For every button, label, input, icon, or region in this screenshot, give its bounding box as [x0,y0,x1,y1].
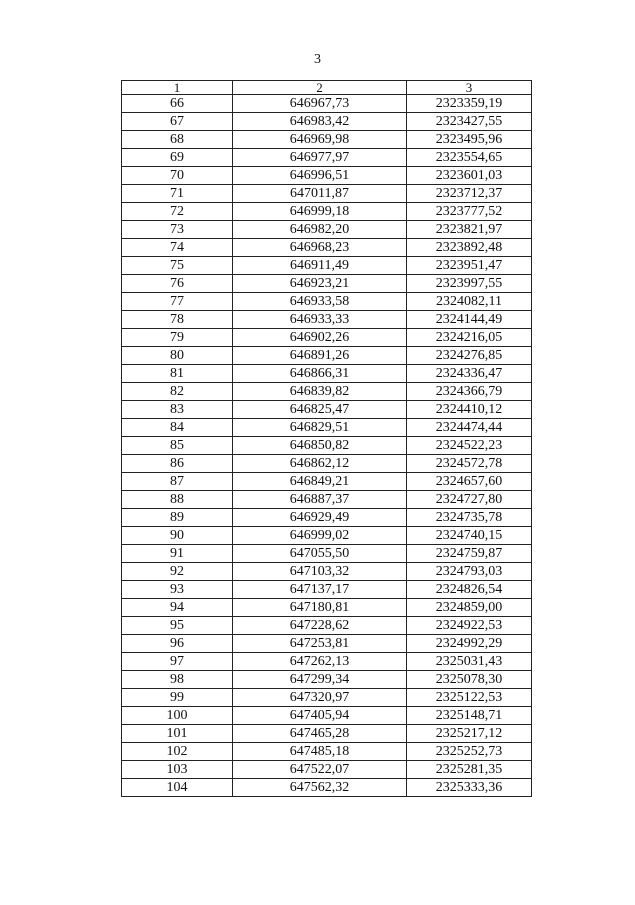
x-coordinate-cell: 646911,49 [233,257,407,275]
table-row [122,293,532,311]
point-number-cell: 97 [122,653,233,671]
header-col-2: 2 [233,81,407,95]
point-number-cell: 84 [122,419,233,437]
table-row [122,347,532,365]
y-coordinate-cell: 2323601,03 [407,167,532,185]
table-row [122,779,532,797]
point-number-cell: 72 [122,203,233,221]
point-number-cell: 74 [122,239,233,257]
y-coordinate-cell: 2324759,87 [407,545,532,563]
table-row [122,131,532,149]
point-number-cell: 93 [122,581,233,599]
y-coordinate-cell: 2324276,85 [407,347,532,365]
x-coordinate-cell: 646825,47 [233,401,407,419]
point-number-cell: 78 [122,311,233,329]
point-number-cell: 104 [122,779,233,797]
point-number-cell: 100 [122,707,233,725]
point-number-cell: 92 [122,563,233,581]
x-coordinate-cell: 647562,32 [233,779,407,797]
point-number-cell: 75 [122,257,233,275]
x-coordinate-cell: 646887,37 [233,491,407,509]
x-coordinate-cell: 646982,20 [233,221,407,239]
table-row [122,419,532,437]
point-number-cell: 79 [122,329,233,347]
table-row [122,113,532,131]
y-coordinate-cell: 2323997,55 [407,275,532,293]
table-row [122,401,532,419]
y-coordinate-cell: 2324336,47 [407,365,532,383]
point-number-cell: 69 [122,149,233,167]
y-coordinate-cell: 2324366,79 [407,383,532,401]
table-body [122,95,532,797]
x-coordinate-cell: 647011,87 [233,185,407,203]
table-row [122,239,532,257]
y-coordinate-cell: 2323777,52 [407,203,532,221]
x-coordinate-cell: 647299,34 [233,671,407,689]
y-coordinate-cell: 2324216,05 [407,329,532,347]
point-number-cell: 70 [122,167,233,185]
table-row [122,383,532,401]
table-row [122,185,532,203]
x-coordinate-cell: 646866,31 [233,365,407,383]
x-coordinate-cell: 647405,94 [233,707,407,725]
y-coordinate-cell: 2323951,47 [407,257,532,275]
table-row [122,149,532,167]
table-row [122,455,532,473]
y-coordinate-cell: 2323712,37 [407,185,532,203]
x-coordinate-cell: 646902,26 [233,329,407,347]
x-coordinate-cell: 646969,98 [233,131,407,149]
point-number-cell: 98 [122,671,233,689]
page-number: 3 [314,52,321,67]
y-coordinate-cell: 2324657,60 [407,473,532,491]
table-row [122,221,532,239]
x-coordinate-cell: 646977,97 [233,149,407,167]
x-coordinate-cell: 646999,18 [233,203,407,221]
x-coordinate-cell: 646933,33 [233,311,407,329]
x-coordinate-cell: 646850,82 [233,437,407,455]
point-number-cell: 86 [122,455,233,473]
table-row [122,437,532,455]
point-number-cell: 82 [122,383,233,401]
y-coordinate-cell: 2324410,12 [407,401,532,419]
x-coordinate-cell: 647262,13 [233,653,407,671]
point-number-cell: 95 [122,617,233,635]
x-coordinate-cell: 646929,49 [233,509,407,527]
point-number-cell: 99 [122,689,233,707]
table-row [122,95,532,113]
table-row [122,527,532,545]
point-number-cell: 102 [122,743,233,761]
y-coordinate-cell: 2324572,78 [407,455,532,473]
point-number-cell: 67 [122,113,233,131]
point-number-cell: 85 [122,437,233,455]
header-col-1: 1 [122,81,233,95]
y-coordinate-cell: 2323427,55 [407,113,532,131]
y-coordinate-cell: 2323495,96 [407,131,532,149]
table-row [122,617,532,635]
table-row [122,689,532,707]
point-number-cell: 103 [122,761,233,779]
table-row [122,671,532,689]
point-number-cell: 73 [122,221,233,239]
y-coordinate-cell: 2323892,48 [407,239,532,257]
y-coordinate-cell: 2324859,00 [407,599,532,617]
point-number-cell: 66 [122,95,233,113]
table-row [122,743,532,761]
point-number-cell: 96 [122,635,233,653]
table-row [122,563,532,581]
y-coordinate-cell: 2324922,53 [407,617,532,635]
x-coordinate-cell: 646862,12 [233,455,407,473]
table-row [122,311,532,329]
x-coordinate-cell: 646829,51 [233,419,407,437]
y-coordinate-cell: 2325333,36 [407,779,532,797]
x-coordinate-cell: 646923,21 [233,275,407,293]
point-number-cell: 68 [122,131,233,149]
y-coordinate-cell: 2325252,73 [407,743,532,761]
y-coordinate-cell: 2324740,15 [407,527,532,545]
point-number-cell: 88 [122,491,233,509]
x-coordinate-cell: 647137,17 [233,581,407,599]
table-row [122,275,532,293]
x-coordinate-cell: 646999,02 [233,527,407,545]
table-row [122,725,532,743]
y-coordinate-cell: 2324735,78 [407,509,532,527]
table-row [122,365,532,383]
y-coordinate-cell: 2324826,54 [407,581,532,599]
y-coordinate-cell: 2323821,97 [407,221,532,239]
y-coordinate-cell: 2325031,43 [407,653,532,671]
point-number-cell: 91 [122,545,233,563]
point-number-cell: 83 [122,401,233,419]
point-number-cell: 87 [122,473,233,491]
x-coordinate-cell: 647103,32 [233,563,407,581]
x-coordinate-cell: 646968,23 [233,239,407,257]
table-row [122,761,532,779]
table-row [122,257,532,275]
table-row [122,473,532,491]
table-row [122,491,532,509]
table-row [122,167,532,185]
y-coordinate-cell: 2325122,53 [407,689,532,707]
y-coordinate-cell: 2325078,30 [407,671,532,689]
table-row [122,203,532,221]
table-row [122,599,532,617]
coordinates-table [121,80,532,797]
y-coordinate-cell: 2324474,44 [407,419,532,437]
x-coordinate-cell: 647522,07 [233,761,407,779]
x-coordinate-cell: 647485,18 [233,743,407,761]
x-coordinate-cell: 646933,58 [233,293,407,311]
table-row [122,707,532,725]
header-col-3: 3 [407,81,532,95]
y-coordinate-cell: 2325217,12 [407,725,532,743]
x-coordinate-cell: 646967,73 [233,95,407,113]
x-coordinate-cell: 647253,81 [233,635,407,653]
point-number-cell: 81 [122,365,233,383]
y-coordinate-cell: 2324793,03 [407,563,532,581]
table-row [122,653,532,671]
point-number-cell: 77 [122,293,233,311]
x-coordinate-cell: 646849,21 [233,473,407,491]
header-row [122,81,532,95]
y-coordinate-cell: 2324144,49 [407,311,532,329]
point-number-cell: 89 [122,509,233,527]
y-coordinate-cell: 2325281,35 [407,761,532,779]
point-number-cell: 101 [122,725,233,743]
y-coordinate-cell: 2323554,65 [407,149,532,167]
x-coordinate-cell: 647465,28 [233,725,407,743]
x-coordinate-cell: 647320,97 [233,689,407,707]
point-number-cell: 94 [122,599,233,617]
x-coordinate-cell: 646996,51 [233,167,407,185]
y-coordinate-cell: 2324522,23 [407,437,532,455]
x-coordinate-cell: 646983,42 [233,113,407,131]
table-row [122,635,532,653]
table-row [122,509,532,527]
point-number-cell: 80 [122,347,233,365]
x-coordinate-cell: 647180,81 [233,599,407,617]
y-coordinate-cell: 2325148,71 [407,707,532,725]
x-coordinate-cell: 647228,62 [233,617,407,635]
table-header [122,81,532,95]
y-coordinate-cell: 2323359,19 [407,95,532,113]
table-row [122,329,532,347]
table-row [122,581,532,599]
x-coordinate-cell: 646891,26 [233,347,407,365]
x-coordinate-cell: 647055,50 [233,545,407,563]
y-coordinate-cell: 2324992,29 [407,635,532,653]
point-number-cell: 76 [122,275,233,293]
y-coordinate-cell: 2324082,11 [407,293,532,311]
point-number-cell: 71 [122,185,233,203]
y-coordinate-cell: 2324727,80 [407,491,532,509]
table-row [122,545,532,563]
point-number-cell: 90 [122,527,233,545]
x-coordinate-cell: 646839,82 [233,383,407,401]
